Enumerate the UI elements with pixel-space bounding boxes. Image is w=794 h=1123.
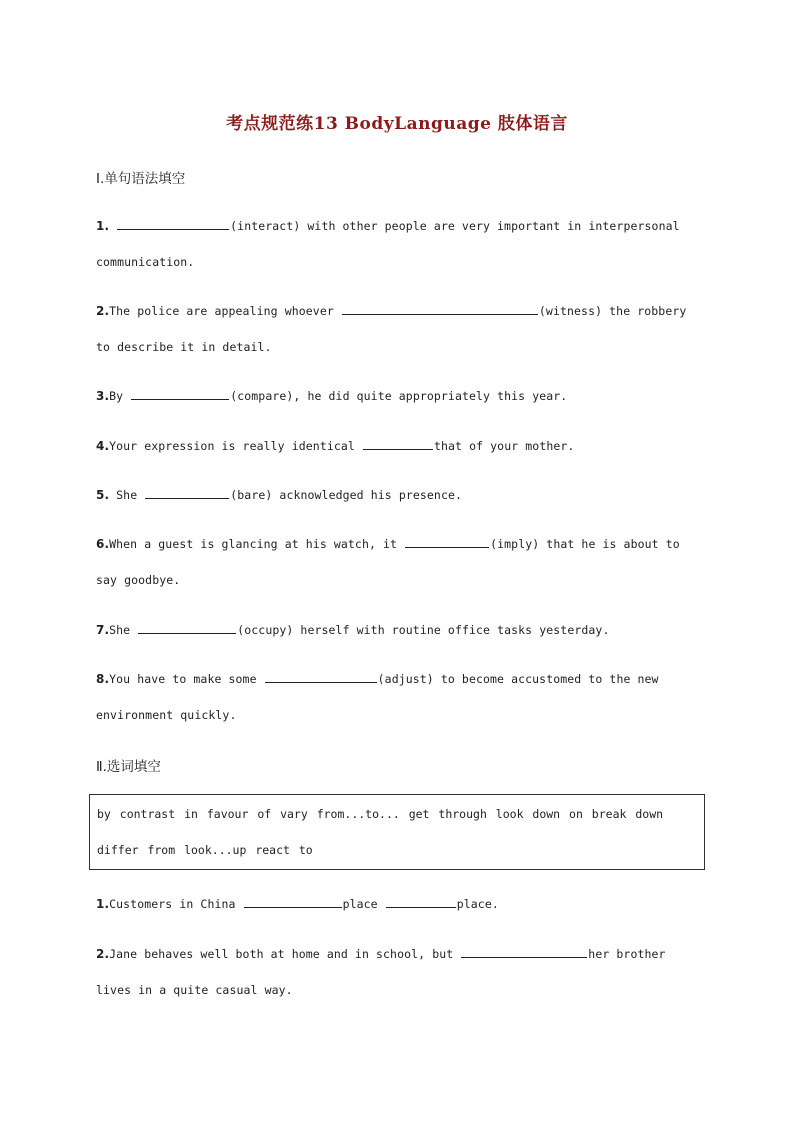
question-6 (96, 526, 696, 598)
question-text: She (109, 623, 131, 637)
answer-blank[interactable] (386, 895, 456, 908)
question-number: 8. (96, 672, 110, 686)
answer-blank[interactable] (131, 387, 229, 400)
question-8 (96, 661, 696, 733)
question-4 (96, 428, 696, 464)
answer-blank[interactable] (405, 535, 489, 548)
question-text: place. (456, 897, 499, 911)
question-hint: (imply) that he is about to (490, 537, 680, 551)
question-number: 3. (96, 389, 110, 403)
question-text: When a guest is glancing at his watch, it (109, 537, 398, 551)
question-number: 6. (96, 537, 110, 551)
question-text: (interact) with other people are very important in interpersonal (230, 219, 680, 233)
question-7 (96, 612, 696, 648)
page-title: 考点规范练13 BodyLanguage 肢体语言 (226, 114, 568, 134)
question-number: 5. (96, 488, 110, 502)
fill-question-2 (96, 936, 696, 1008)
answer-blank[interactable] (363, 437, 433, 450)
question-hint: that of your mother. (433, 439, 575, 453)
answer-blank[interactable] (138, 621, 236, 634)
section-1-heading: Ⅰ.单句语法填空 (96, 171, 186, 187)
question-2 (96, 293, 696, 365)
answer-blank[interactable] (117, 217, 229, 230)
question-5 (96, 477, 696, 513)
question-number: 1. (96, 219, 110, 233)
question-text: her brother (588, 947, 666, 961)
question-text: You have to make some (109, 672, 257, 686)
section-2-heading: Ⅱ.选词填空 (96, 759, 161, 775)
word-bank-row: differ from look...up react to (97, 843, 313, 857)
question-continuation: communication. (96, 255, 195, 269)
question-number: 2. (96, 947, 110, 961)
question-text: The police are appealing whoever (109, 304, 334, 318)
question-text: Your expression is really identical (109, 439, 355, 453)
question-number: 4. (96, 439, 110, 453)
answer-blank[interactable] (244, 895, 342, 908)
question-hint: (compare), he did quite appropriately this year. (230, 389, 568, 403)
question-text: Customers in China (109, 897, 236, 911)
answer-blank[interactable] (265, 670, 377, 683)
question-continuation: to describe it in detail. (96, 340, 272, 354)
question-text: By (109, 389, 124, 403)
answer-blank[interactable] (145, 486, 229, 499)
word-bank-box (89, 794, 705, 870)
question-text: She (116, 488, 138, 502)
question-text: place (342, 897, 378, 911)
answer-blank[interactable] (461, 945, 587, 958)
question-hint: (adjust) to become accustomed to the new (377, 672, 659, 686)
word-bank-row: by contrast in favour of vary from...to... get through look down on break down (97, 807, 664, 821)
fill-question-1 (96, 886, 696, 922)
question-continuation: say goodbye. (96, 573, 181, 587)
question-number: 1. (96, 897, 110, 911)
question-3 (96, 378, 696, 414)
question-continuation: lives in a quite casual way. (96, 983, 293, 997)
question-hint: (occupy) herself with routine office tasks yesterday. (237, 623, 610, 637)
answer-blank[interactable] (342, 302, 538, 315)
question-1 (96, 208, 696, 280)
question-hint: (bare) acknowledged his presence. (230, 488, 463, 502)
question-number: 2. (96, 304, 110, 318)
question-text: Jane behaves well both at home and in school, but (109, 947, 454, 961)
question-hint: (witness) the robbery (538, 304, 687, 318)
question-continuation: environment quickly. (96, 708, 237, 722)
question-number: 7. (96, 623, 110, 637)
